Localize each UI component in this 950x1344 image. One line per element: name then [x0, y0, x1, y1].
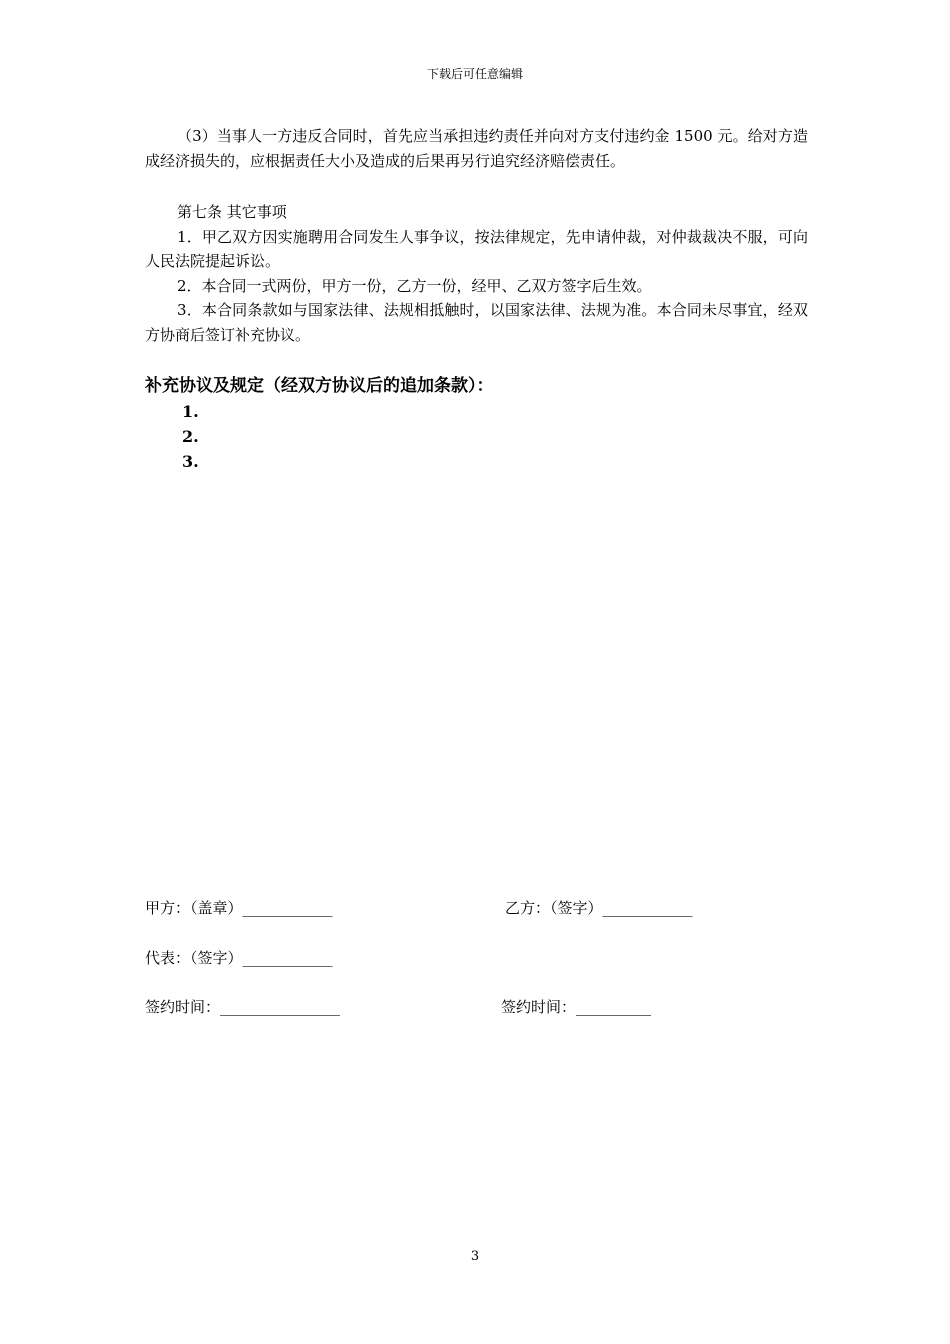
page-header: 下载后可任意编辑 [426, 67, 523, 81]
clause-7-item-1: 1．甲乙双方因实施聘用合同发生人事争议，按法律规定，先申请仲裁，对仲裁裁决不服，可向人民法院提起诉讼。 [145, 227, 808, 270]
supplement-title: 补充协议及规定（经双方协议后的追加条款）： [145, 376, 494, 396]
supplement-item-2: 2. [182, 427, 199, 446]
supplement-item-3: 3. [182, 452, 199, 471]
clause-7-title: 第七条 其它事项 [177, 203, 287, 221]
representative-signature-line: 代表：（签字）____________ [145, 949, 333, 967]
page-number: 3 [470, 1249, 480, 1264]
clause-6-item-3: （3）当事人一方违反合同时，首先应当承担违约责任并向对方支付违约金 1500 元。给对方造成经济损失的，应根据责任大小及造成的后果再另行追究经济赔偿责任。 [145, 127, 808, 170]
clause-7-item-2: 2．本合同一式两份，甲方一份，乙方一份，经甲、乙双方签字后生效。 [177, 276, 652, 295]
party-b-signature-line: 乙方：（签字）____________ [505, 899, 693, 917]
party-b-date-line: 签约时间：__________ [501, 998, 652, 1016]
clause-7-block [145, 200, 808, 347]
clause-6-item-3-block [145, 124, 808, 173]
supplement-list [182, 399, 199, 474]
party-a-date-line: 签约时间：________________ [145, 998, 341, 1016]
clause-7-item-3: 3．本合同条款如与国家法律、法规相抵触时，以国家法律、法规为准。本合同未尽事宜，经双方协商后签订补充协议。 [145, 301, 808, 344]
party-a-seal-line: 甲方：（盖章）____________ [145, 899, 333, 917]
supplement-item-1: 1. [182, 402, 199, 421]
